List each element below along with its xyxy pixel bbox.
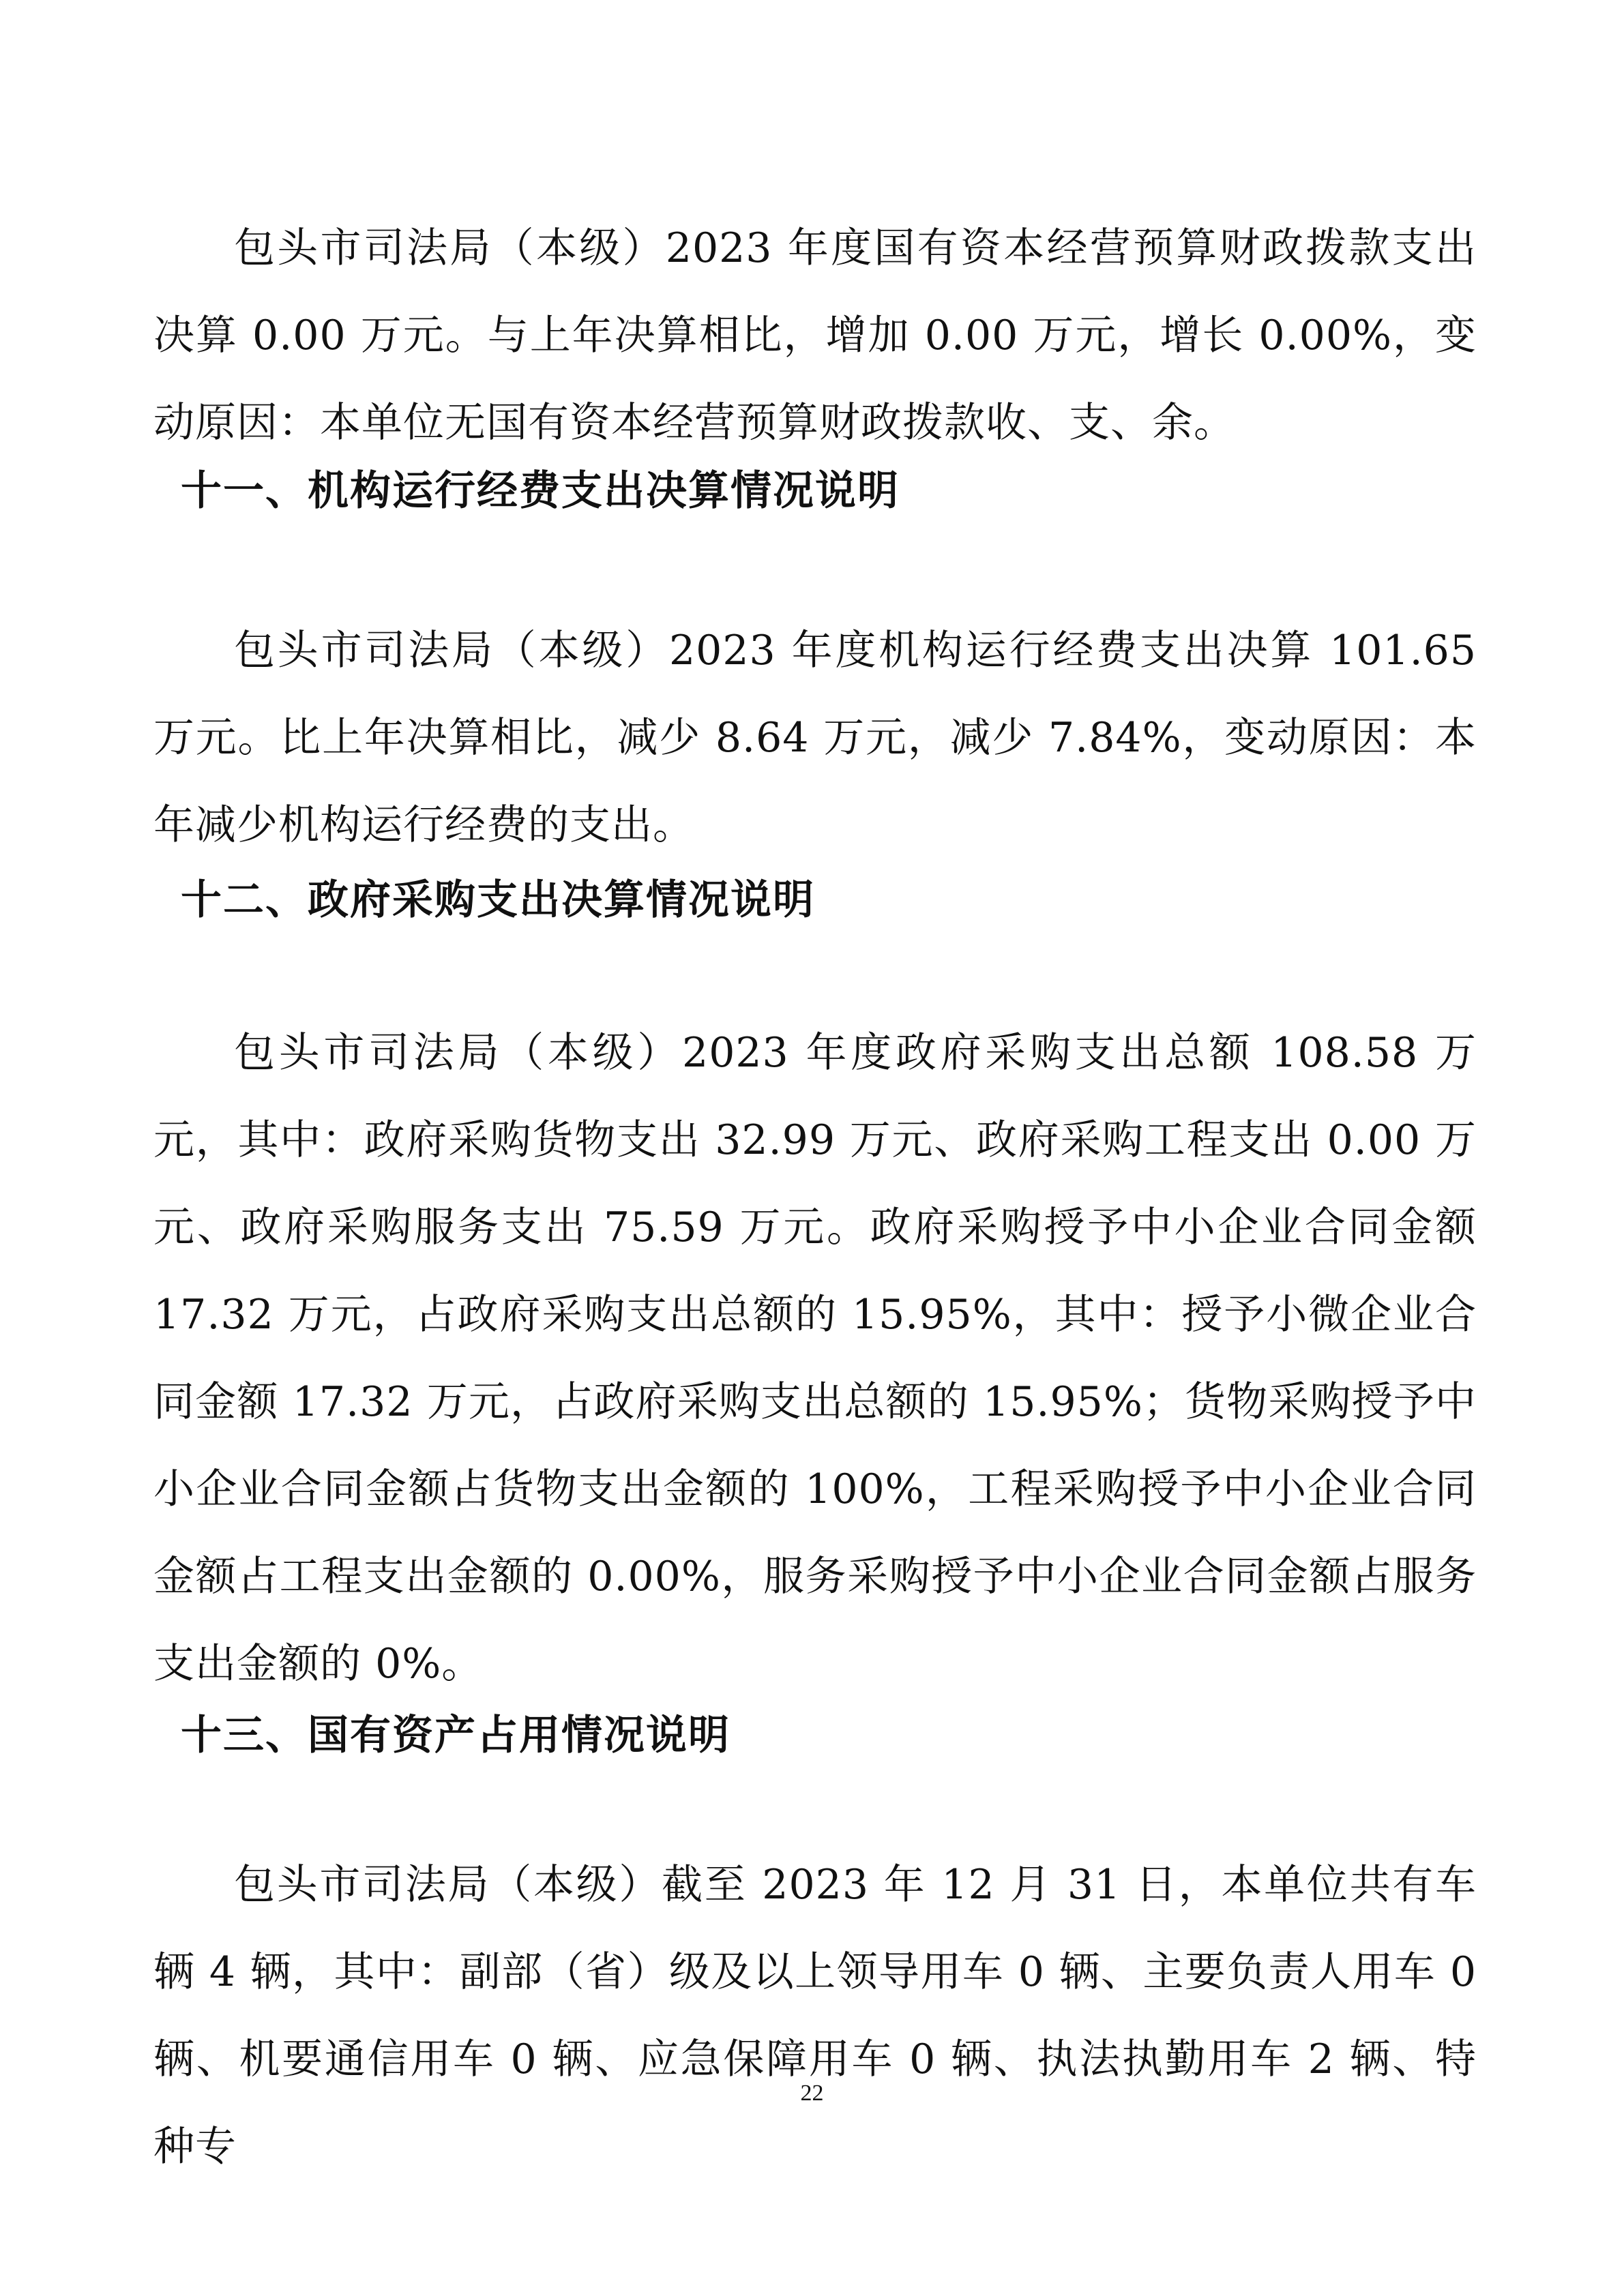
section-heading-11: 十一、机构运行经费支出决算情况说明 — [181, 467, 900, 515]
paragraph-operating-expenses: 包头市司法局（本级）2023 年度机构运行经费支出决算 101.65 万元。比上年决算相比，减少 8.64 万元，减少 7.84%，变动原因：本年减少机构运行经费的支出。 — [153, 627, 1477, 849]
paragraph-state-assets: 包头市司法局（本级）截至 2023 年 12 月 31 日，本单位共有车辆 4 辆，其中：副部（省）级及以上领导用车 0 辆、主要负责人用车 0 辆、机要通信用车 0 辆、应急保障用车 0 辆、执法执勤用车 2 辆、特种专 — [153, 1861, 1477, 2171]
paragraph-government-procurement: 包头市司法局（本级）2023 年度政府采购支出总额 108.58 万元，其中：政府采购货物支出 32.99 万元、政府采购工程支出 0.00 万元、政府采购服务支出 75.59 万元。政府采购授予中小企业合同金额 17.32 万元，占政府采购支出总额的 15.95%，其中：授予小微企业合同金额 17.32 万元，占政府采购支出总额的 15.95%；货物采购授予中小企业合同金额占货物支出金额的 100%，工程采购授予中小企业合同金额占工程支出金额的 0.00%，服务采购授予中小企业合同金额占服务支出金额的 0%。 — [153, 1029, 1477, 1688]
section-heading-12: 十二、政府采购支出决算情况说明 — [181, 876, 815, 924]
page-number: 22 — [800, 2081, 824, 2106]
paragraph-state-capital-budget: 包头市司法局（本级）2023 年度国有资本经营预算财政拨款支出决算 0.00 万元。与上年决算相比，增加 0.00 万元，增长 0.00%，变动原因：本单位无国有资本经营预算财政拨款收、支、余。 — [153, 224, 1477, 447]
section-heading-13: 十三、国有资产占用情况说明 — [181, 1712, 730, 1759]
